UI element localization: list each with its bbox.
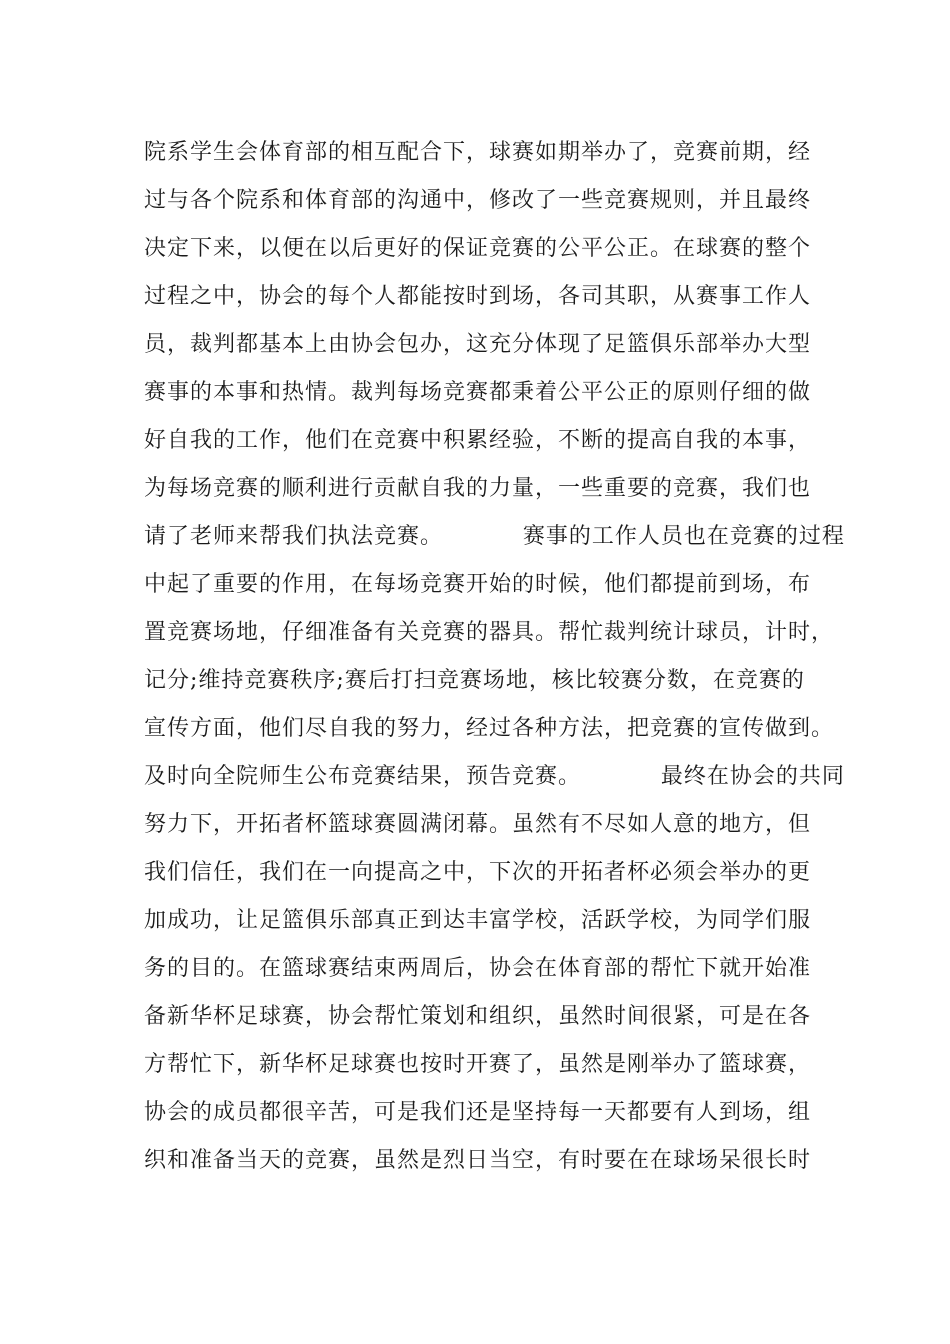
text-line: 及时向全院师生公布竞赛结果，预告竞赛。 最终在协会的共同 [144, 764, 845, 789]
text-line: 务的目的。在篮球赛结束两周后，协会在体育部的帮忙下就开始准 [144, 956, 812, 981]
text-line: 加成功，让足篮俱乐部真正到达丰富学校，活跃学校，为同学们服 [144, 908, 812, 933]
text-line: 过与各个院系和体育部的沟通中，修改了一些竞赛规则，并且最终 [144, 188, 812, 213]
text-line: 院系学生会体育部的相互配合下，球赛如期举办了，竞赛前期，经 [144, 140, 812, 165]
text-line: 决定下来，以便在以后更好的保证竞赛的公平公正。在球赛的整个 [144, 236, 812, 261]
text-line: 宣传方面，他们尽自我的努力，经过各种方法，把竞赛的宣传做到。 [144, 716, 835, 741]
text-line: 好自我的工作，他们在竞赛中积累经验，不断的提高自我的本事， [144, 428, 812, 453]
text-line: 中起了重要的作用，在每场竞赛开始的时候，他们都提前到场，布 [144, 572, 812, 597]
text-line: 过程之中，协会的每个人都能按时到场，各司其职，从赛事工作人 [144, 284, 812, 309]
text-line: 备新华杯足球赛，协会帮忙策划和组织，虽然时间很紧，可是在各 [144, 1004, 812, 1029]
body-paragraph [144, 134, 845, 1190]
text-line: 请了老师来帮我们执法竞赛。 赛事的工作人员也在竞赛的过程 [144, 524, 845, 549]
text-line: 记分;维持竞赛秩序;赛后打扫竞赛场地，核比较赛分数，在竞赛的 [144, 668, 805, 693]
text-line: 赛事的本事和热情。裁判每场竞赛都秉着公平公正的原则仔细的做 [144, 380, 812, 405]
text-line: 织和准备当天的竞赛，虽然是烈日当空，有时要在在球场呆很长时 [144, 1148, 812, 1173]
text-line: 方帮忙下，新华杯足球赛也按时开赛了，虽然是刚举办了篮球赛， [144, 1052, 812, 1077]
text-line: 置竞赛场地，仔细准备有关竞赛的器具。帮忙裁判统计球员，计时， [144, 620, 835, 645]
text-line: 协会的成员都很辛苦，可是我们还是坚持每一天都要有人到场，组 [144, 1100, 812, 1125]
text-line: 我们信任，我们在一向提高之中，下次的开拓者杯必须会举办的更 [144, 860, 812, 885]
text-line: 员，裁判都基本上由协会包办，这充分体现了足篮俱乐部举办大型 [144, 332, 812, 357]
text-line: 为每场竞赛的顺利进行贡献自我的力量，一些重要的竞赛，我们也 [144, 476, 812, 501]
text-line: 努力下，开拓者杯篮球赛圆满闭幕。虽然有不尽如人意的地方，但 [144, 812, 812, 837]
